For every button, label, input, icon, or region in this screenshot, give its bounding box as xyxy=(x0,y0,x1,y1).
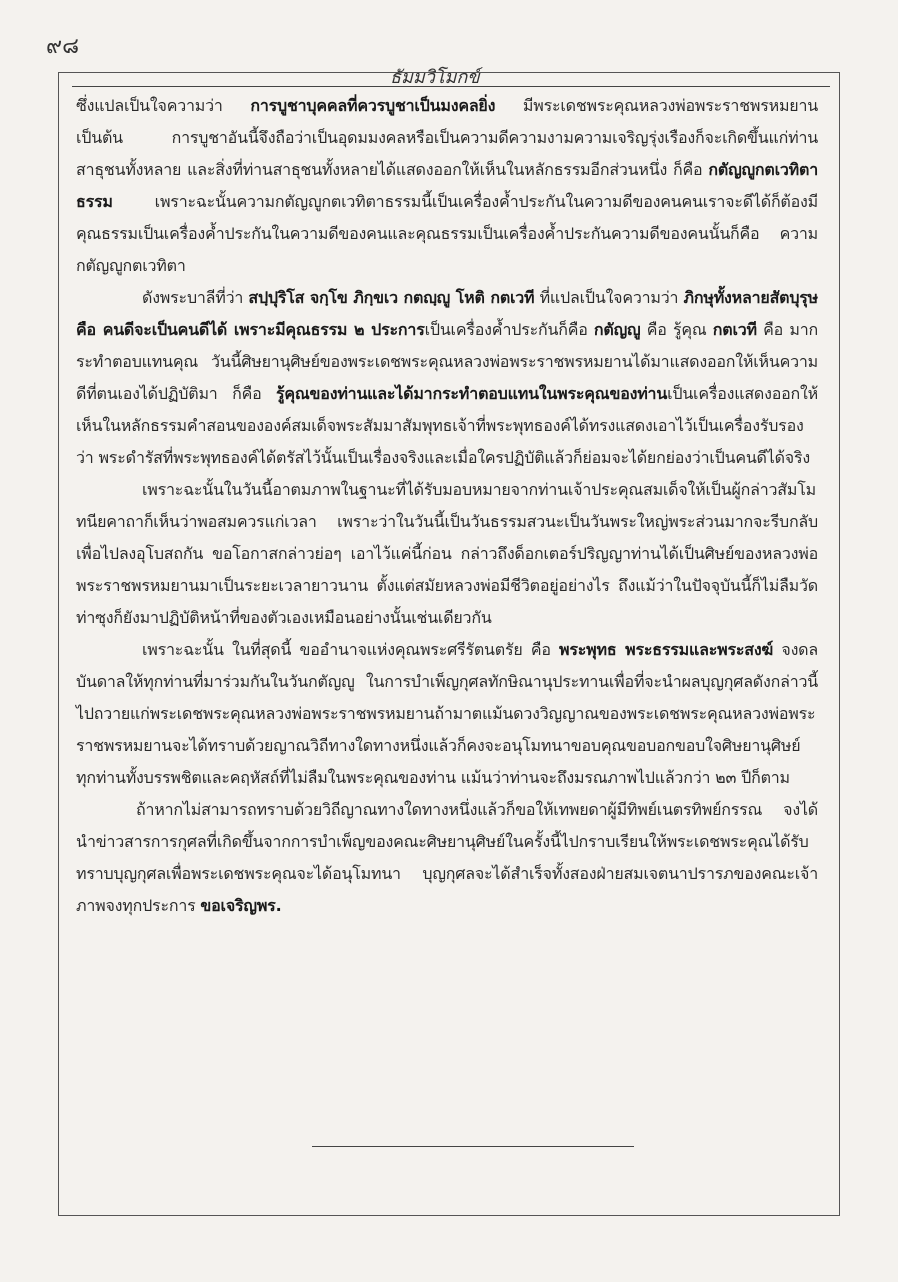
bold-text-run: กตัญญู xyxy=(593,320,641,339)
text-run: เพราะฉะนั้นความกตัญญูกตเวทิตาธรรมนี้เป็นเครื่องค้ำประกันในความดีของคนคนเราจะดีได้ก็ต้องมีคุณธรรมเป็นเครื่องค้ำประกันในความดีของคนและคุณธรรมเป็นเครื่องค้ำประกันความดีของคนนั้นก็คือ ความกตัญญูกตเวทิตา xyxy=(76,192,818,275)
text-run: ถ้าหากไม่สามารถทราบด้วยวิถีญาณทางใดทางหนึ่งแล้วก็ขอให้เทพยดาผู้มีทิพย์เนตรทิพย์กรรณ จงได้นำข่าวสารการกุศลที่เกิดขึ้นจากการบำเพ็ญของคณะศิษยานุศิษย์ในครั้งนี้ไปกราบเรียนให้พระเดชพระคุณได้รับทราบบุญกุศลเพื่อพระเดชพระคุณจะได้อนุโมทนา บุญกุศลจะได้สำเร็จทั้งสองฝ่ายสมเจตนาปรารภของคณะเจ้าภาพจงทุกประการ xyxy=(76,800,818,915)
text-run: เป็นเครื่องแสดงออกให้เห็นในหลักธรรมคำสอนขององค์สมเด็จพระสัมมาสัมพุทธเจ้าที่พระพุทธองค์ได้ทรงแสดงเอาไว้เป็นเครื่องรับรองว่า พระดำรัสที่พระพุทธองค์ได้ตรัสไว้นั้นเป็นเรื่องจริงและเมื่อใครปฏิบัติแล้วก็ย่อมจะได้ยกย่องว่าเป็นคนดีได้จริง xyxy=(76,384,818,467)
bold-text-run: รู้คุณของท่านและได้มากระทำตอบแทนในพระคุณของท่าน xyxy=(276,384,668,403)
bold-text-run: สปฺปุริโส จกฺโข ภิกฺขเว กตญฺญู โหติ กตเวที xyxy=(248,288,535,307)
bold-text-run: การบูชาบุคคลที่ควรบูชาเป็นมงคลยิ่ง xyxy=(250,96,496,115)
running-header-title: ธัมมวิโมกข์ xyxy=(390,67,480,88)
paragraph-5 xyxy=(76,794,818,922)
body-text xyxy=(76,90,818,922)
text-run: เพราะฉะนั้นในวันนี้อาตมภาพในฐานะที่ได้รับมอบหมายจากท่านเจ้าประคุณสมเด็จให้เป็นผู้กล่าวสัมโมทนียคาถาก็เห็นว่าพอสมควรแก่เวลา เพราะว่าในวันนี้เป็นวันธรรมสวนะเป็นวันพระใหญ่พระส่วนมากจะรีบกลับ เพื่อไปลงอุโบสถกัน ขอโอกาสกล่าวย่อๆ เอาไว้แค่นี้ก่อน กล่าวถึงด็อกเตอร์ปริญญาท่านได้เป็นศิษย์ของหลวงพ่อพระราชพรหมยานมาเป็นระยะเวลายาวนาน ตั้งแต่สมัยหลวงพ่อมีชีวิตอยู่อย่างไร ถึงแม้ว่าในปัจจุบันนี้ก็ไม่ลืมวัดท่าซุงก็ยังมาปฏิบัติหน้าที่ของตัวเองเหมือนอย่างนั้นเช่นเดียวกัน xyxy=(76,480,818,627)
paragraph-4 xyxy=(76,634,818,794)
page-number: ๙๘ xyxy=(46,34,80,59)
text-run: เป็นเครื่องค้ำประกันก็คือ xyxy=(424,320,594,339)
bold-text-run: ภิกษุทั้งหลายสัตบุรุษ คือ คนดีจะเป็นคนดีได้ เพราะมีคุณธรรม ๒ ประการ xyxy=(76,288,819,339)
text-run: คือ มากระทำตอบแทนคุณ วันนี้ศิษยานุศิษย์ของพระเดชพระคุณหลวงพ่อพระราชพรหมยานได้มาแสดงออกให้เห็นความดีที่ตนเองได้ปฏิบัติมา ก็คือ xyxy=(76,320,818,403)
text-run: คือ รู้คุณ xyxy=(640,320,713,339)
text-run: มีพระเดชพระคุณหลวงพ่อพระราชพรหมยานเป็นต้น การบูชาอันนี้จึงถือว่าเป็นอุดมมงคลหรือเป็นความดีความงามความเจริญรุ่งเรืองก็จะเกิดขึ้นแก่ท่านสาธุชนทั้งหลาย และสิ่งที่ท่านสาธุชนทั้งหลายได้แสดงออกให้เห็นในหลักธรรมอีกส่วนหนึ่ง ก็คือ xyxy=(76,96,818,179)
bold-text-run: กตเวที xyxy=(712,320,757,339)
end-rule xyxy=(312,1146,634,1147)
text-run: ที่แปลเป็นใจความว่า xyxy=(534,288,684,307)
bold-text-run: กตัญญูกตเวทิตาธรรม xyxy=(76,160,818,211)
text-run: เพราะฉะนั้น ในที่สุดนี้ ขออำนาจแห่งคุณพระศรีรัตนตรัย คือ xyxy=(142,640,560,659)
paragraph-3 xyxy=(76,474,818,634)
paragraph-1 xyxy=(76,90,818,282)
text-run: ดังพระบาลีที่ว่า xyxy=(142,288,249,307)
bold-text-run: พระพุทธ พระธรรมและพระสงฆ์ xyxy=(559,640,774,659)
bold-text-run: ขอเจริญพร. xyxy=(200,896,282,915)
paragraph-2 xyxy=(76,282,818,474)
text-run: ซึ่งแปลเป็นใจความว่า xyxy=(76,96,251,115)
text-run: จงดลบันดาลให้ทุกท่านที่มาร่วมกันในวันกตัญญู ในการบำเพ็ญกุศลทักษิณานุประทานเพื่อที่จะนำผลบุญกุศลดังกล่าวนี้ไปถวายแก่พระเดชพระคุณหลวงพ่อพระราชพรหมยานถ้ามาตแม้นดวงวิญญาณของพระเดชพระคุณหลวงพ่อพระราชพรหมยานจะได้ทราบด้วยญาณวิถีทางใดทางหนึ่งแล้วก็คงจะอนุโมทนาขอบคุณขอบอกขอบใจศิษยานุศิษย์ทุกท่านทั้งบรรพชิตและคฤหัสถ์ที่ไม่ลืมในพระคุณของท่าน แม้นว่าท่านจะถึงมรณภาพไปแล้วกว่า ๒๓ ปีก็ตาม xyxy=(76,640,818,787)
